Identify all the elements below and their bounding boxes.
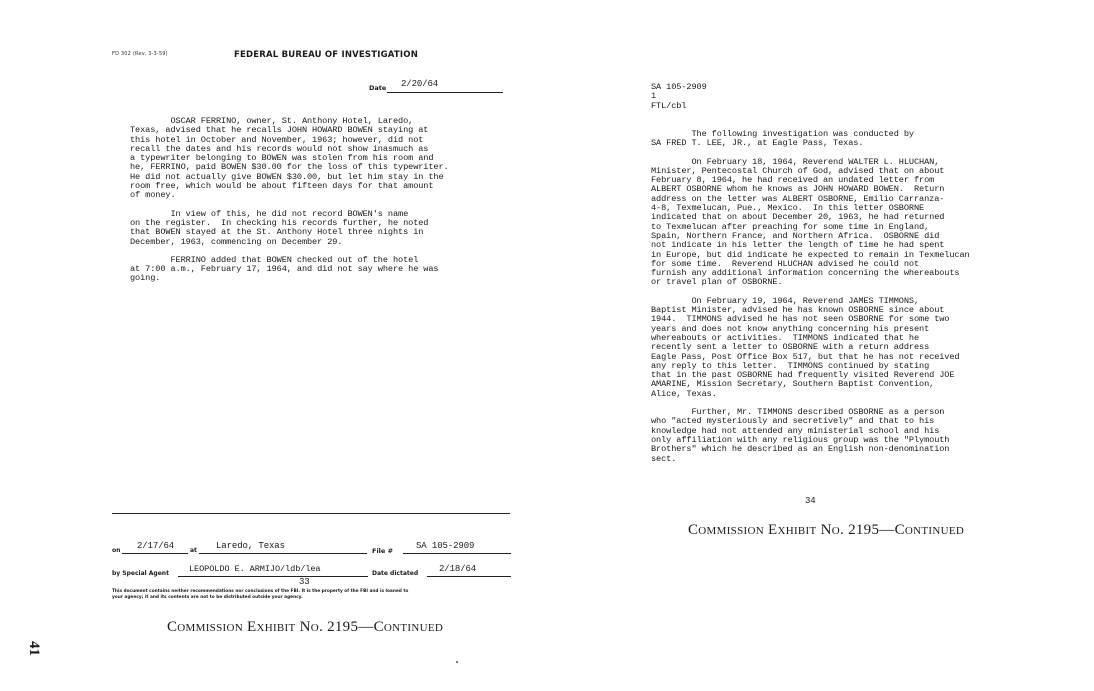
at-label: at (190, 547, 197, 554)
at-underline (199, 553, 367, 554)
disclaimer-line-1: This document contains neither recommendations nor conclusions of the FBI. It is the property of the FBI and is loaned to (112, 589, 409, 594)
left-page-number: 33 (299, 577, 310, 587)
on-value: 2/17/64 (137, 541, 175, 551)
stray-dot (456, 661, 458, 663)
dictated-label: Date dictated (372, 570, 419, 577)
file-label: File # (372, 547, 394, 555)
date-underline (387, 92, 503, 93)
margin-page-number: 41 (26, 641, 42, 656)
file-ref-line-3: FTL/cbl (651, 100, 687, 111)
file-ref-line-2: 1 (651, 91, 657, 102)
right-body-text (651, 130, 1041, 464)
right-paragraph: The following investigation was conducted by SA FRED T. LEE, JR., at Eagle Pass, Texas. (651, 129, 914, 149)
right-file-ref (651, 83, 707, 111)
agent-value: LEOPOLDO E. ARMIJO/ldb/lea (189, 564, 321, 574)
agent-label: by Special Agent (112, 570, 169, 577)
right-paragraph: On February 18, 1964, Reverend WALTER L. HLUCHAN, Minister, Pentecostal Church of God, advised that on about February 8, 1964, he had received an undated letter from ALBERT OSBORNE whom he knows as JOHN HOWARD BOWEN. Return address on the letter was ALBERT OSBORNE, Emilio Carranza- 4-8, Texmelucan, Pue., Mexico. In this letter OSBORNE indicated that on about December 20, 1963, he had returned to Texmelucan after preaching for some time in England, Spain, Northern France, and Northern Africa. OSBORNE did not indicate in his letter the length of time he had spent in Europe, but did indicate he expected to remain in Texmelucan for some time. Reverend HLUCHAN advised he could not furnish any additional information concerning the whereabouts or travel plan of OSBORNE. (651, 156, 970, 288)
form-code: FD 302 (Rev. 3-3-59) (112, 51, 168, 57)
left-body-text (130, 117, 502, 284)
file-ref-line-1: SA 105-2909 (651, 82, 707, 92)
dictated-underline (427, 576, 511, 577)
right-exhibit-caption: Commission Exhibit No. 2195—Continued (688, 522, 965, 538)
at-value: Laredo, Texas (216, 541, 285, 551)
right-page-number: 34 (805, 496, 816, 506)
file-value: SA 105-2909 (416, 541, 475, 551)
left-paragraph: OSCAR FERRINO, owner, St. Anthony Hotel, Laredo, Texas, advised that he recalls JOHN HOWARD BOWEN staying at this hotel in October and November, 1963; however, did not recall the dates and his records would not show inasmuch as a typewriter belonging to BOWEN was stolen from his room and he, FERRINO, paid BOWEN $30.00 for the loss of this typewriter. He did not actually give BOWEN $30.00, but let him stay in the room free, which would be about fifteen days for that amount of money. (130, 116, 449, 201)
file-underline (403, 553, 511, 554)
footer-rule (112, 513, 510, 514)
right-paragraph: On February 19, 1964, Reverend JAMES TIMMONS, Baptist Minister, advised he has known OSBORNE since about 1944. TIMMONS advised he has not seen OSBORNE for some two years and does not know anything concerning his present whereabouts or activities. TIMMONS indicated that he recently sent a letter to OSBORNE with a return address Eagle Pass, Post Office Box 517, but that he has not received any reply to this letter. TIMMONS continued by stating that in the past OSBORNE had frequently visited Reverend JOE AMARINE, Mission Secretary, Southern Baptist Convention, Alice, Texas. (651, 295, 960, 399)
agent-underline (178, 576, 368, 577)
disclaimer-line-2: your agency; it and its contents are not to be distributed outside your agency. (112, 595, 303, 600)
on-label: on (112, 547, 121, 554)
left-paragraph: FERRINO added that BOWEN checked out of the hotel at 7:00 a.m., February 17, 1964, and did not say where he was going. (130, 254, 439, 284)
left-paragraph: In view of this, he did not record BOWEN's name on the register. In checking his records further, he noted that BOWEN stayed at the St. Anthony Hotel three nights in December, 1963, commencing on December 29. (130, 208, 429, 247)
date-value: 2/20/64 (401, 79, 439, 89)
agency-header: FEDERAL BUREAU OF INVESTIGATION (234, 50, 419, 60)
date-label: Date (369, 84, 387, 92)
left-exhibit-caption: Commission Exhibit No. 2195—Continued (167, 619, 444, 635)
on-underline (122, 553, 188, 554)
dictated-value: 2/18/64 (439, 564, 477, 574)
right-paragraph: Further, Mr. TIMMONS described OSBORNE as a person who "acted mysteriously and secretively" and that to his knowledge had not attended any ministerial school and his only affiliation with any religious group was the "Plymouth Brothers" which he described as an English non-denomination sect. (651, 407, 950, 464)
